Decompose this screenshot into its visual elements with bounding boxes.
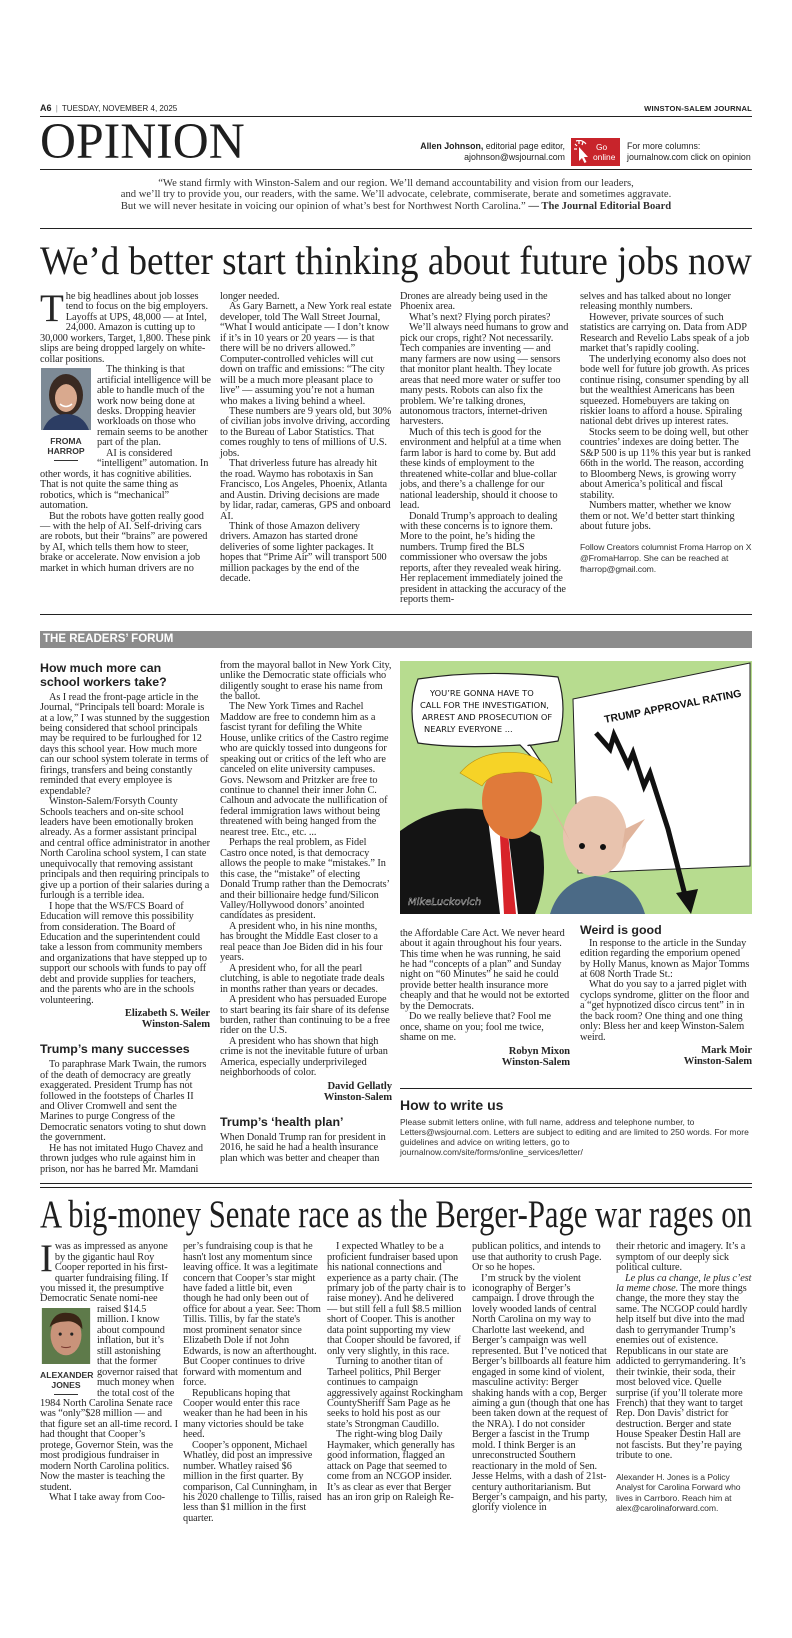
paragraph-list: [220, 661, 392, 1079]
article-column-1: [40, 1237, 178, 1504]
paragraph: their rhetoric and imagery. It’s a symptom of our deeply sick political culture.: [616, 1241, 746, 1274]
cartoonist-signature: MikeLuckovich: [408, 896, 482, 908]
paragraph: A president who has shown that high crime is not the inevitable future of urban America, especially underprivileged neighborhoods of color.: [220, 1035, 388, 1079]
masthead-bottom-rule: [40, 169, 752, 170]
paragraph: A president who, for all the pearl clutching, is able to negotiate trade deals in months rather than years or decades.: [220, 962, 385, 995]
issue-date: TUESDAY, NOVEMBER 4, 2025: [61, 104, 178, 113]
speech-line: YOU’RE GONNA HAVE TO: [430, 687, 534, 698]
paragraph: As Gary Barnett, a New York real estate developer, told The Wall Street Journal, “What I would anticipate — I don’t know if it’s in 10 years or 20 years — is that there will be no drivers allowed.” Computer-controlled vehicles will cut down on traffic and emissions: “The city will be a much more pleasant place to live” — assuming you’re not a human who makes a living behind a wheel.: [220, 301, 392, 407]
more-columns-link[interactable]: journalnow.com click on opinion: [627, 152, 751, 162]
columnist-mug: [40, 1308, 92, 1395]
letter-author: Robyn Mixon: [508, 1045, 570, 1057]
columnist-last-name: JONES: [51, 1379, 81, 1390]
paragraph: What do you say to a jarred piglet with cyclops syndrome, glitter on the floor and a “get hypnotized disco circus tent” in in the back room? One thing and one thing only: Bless her and keep Winston-Salem weird.: [580, 979, 750, 1043]
section-rule: [40, 614, 752, 615]
article-lead: [40, 287, 212, 365]
article-column-4: [472, 1242, 611, 1514]
mission-attribution: — The Journal Editorial Board: [528, 200, 672, 212]
paragraph-list: [400, 929, 570, 1044]
article-headline: We’d better start thinking about future jobs now: [40, 238, 752, 283]
columnist-first-name: ALEXANDER: [40, 1369, 94, 1380]
paragraph: In response to the article in the Sunday edition regarding the emporium opened by Holly Manus, known as Major Tomms at 608 North Trade St.:: [580, 937, 750, 980]
paragraph-list: [400, 292, 570, 606]
paragraph: Cooper’s opponent, Michael Whatley, did post an impressive number. Whatley raised $6 million in the first quarter. By comparison, Cal Cunningham, in his 2020 challenge to Tillis, raised less than $1 million in the first quarter.: [183, 1439, 322, 1524]
letter-author: David Gellatly: [327, 1080, 392, 1092]
paragraph: I’m struck by the violent iconography of Berger’s campaign. I drove through the lovely wooded lands of central North Carolina on my way to Charlotte last weekend, and Berger’s campaign was well represented. But I’ve noticed that Berger’s billboards all feature him engaged in some kind of violent, masculine activity: Berger shaking hands with a cop, Berger aiming a gun (though that one has been taken down at the request of the NRA). I do not consider Berger a fascist in the Trump mold. I think Berger is an unreconstructed Southern reactionary in the mold of Sen. Jesse Helms, with a dash of 21st-century authoritarianism. But Berger’s campaign, and his party, glorify violence in: [472, 1272, 611, 1514]
mission-line: “We stand firmly with Winston-Salem and our region. We’ll demand accountability and vision from our leaders,: [158, 178, 634, 189]
paragraph: longer needed.: [220, 291, 280, 302]
forum-column-2: [220, 661, 392, 1164]
editor-email[interactable]: ajohnson@wsjournal.com: [464, 152, 565, 162]
paragraph: He has not imitated Hugo Chavez and thrown judges who rule against him in prison, nor has he barred Mr. Mamdani: [40, 1142, 203, 1175]
article-column-4: [580, 292, 752, 574]
section-title: OPINION: [40, 114, 245, 170]
double-rule-bottom: [40, 1187, 752, 1188]
paragraph: These numbers are 9 years old, but 30% of civilian jobs involve driving, according to the Bureau of Labor Statistics. That comes roughly to tens of millions of U.S. jobs.: [220, 405, 392, 459]
letter-city: Winston-Salem: [323, 1091, 392, 1103]
article-column-5: [616, 1242, 754, 1514]
paragraph: Donald Trump’s approach to dealing with these concerns is to ignore them. More to the point, he’s hiding the numbers. Trump fired the BLS commissioner who oversaw the jobs reports, after they revealed weak hiring. Her replacement immediately joined the president in attacking the accuracy of the reports them-: [400, 510, 566, 606]
page-number: A6: [40, 103, 52, 113]
article-column-3: [400, 292, 570, 606]
article-lead: [40, 1237, 178, 1493]
article-column-3: [327, 1242, 466, 1503]
article-column-2: [220, 292, 392, 585]
paragraph: Perhaps the real problem, as Fidel Castro once noted, is that democracy allows the people to make “mistakes.” In this case, the “mistake” of electing Donald Trump rather than the Democrats’ and their billionaire hedge fund/Silicon Valley/Hollywood donors’ anointed candidates as president.: [220, 837, 390, 922]
mission-statement: [40, 178, 752, 212]
letter-signature: [220, 1081, 392, 1103]
forum-column-3: [400, 929, 570, 1068]
letter-headline: How much more can school workers take?: [40, 660, 167, 689]
paragraph: selves and has talked about no longer releasing monthly numbers.: [580, 291, 731, 313]
go-online-button[interactable]: [571, 138, 620, 166]
paragraph: Turning to another titan of Tarheel politics, Phil Berger continues to campaign aggressively against Rockingham CountySheriff Sam Page as he seeks to hold his post as our state’s Strongman Caudillo.: [327, 1356, 463, 1430]
write-us-rule: [400, 1088, 752, 1089]
columnist-first-name: FROMA: [50, 436, 82, 447]
letter-headline: Weird is good: [580, 922, 662, 937]
paragraph: To paraphrase Mark Twain, the rumors of the death of democracy are greatly exaggerated. President Trump has not followed in the footsteps of Charles II and Oliver Cromwell and sent the Marines to purge Congress of the Democratic senators voting to shut down the government.: [40, 1059, 207, 1144]
letter-signature: [400, 1046, 570, 1068]
paragraph: the Affordable Care Act. We never heard about it again throughout his four years. This time when he was running, he said he had “concepts of a plan” and Sunday night on “60 Minutes” he said he could provide better health insurance more cheaply and that he would not be extorted by the Democrats.: [400, 927, 570, 1012]
columnist-last-name: HARROP: [47, 446, 85, 457]
write-us-box: [400, 1097, 752, 1158]
lead-text: nee raised $14.5 million. I know about compound inflation, but it’s still astonishing that the former governor raised that much money when the total cost of the 1984 North Carolina Senate race was “only”$28 million — and that figure set an all-time record. I had thought that Cooper’s protege, Governor Stein, was the most prodigious fundraiser in modern North Carolina politics. Now the master is teaching the student.: [40, 1293, 178, 1493]
columnist-photo: [41, 1308, 91, 1364]
chart-label: TRUMP APPROVAL RATING: [603, 687, 743, 726]
paragraph: However, private sources of such statistics are carrying on. Data from ADP Research and Revelio Labs speak of a job market that’s rapidly cooling.: [580, 311, 750, 355]
paragraph: Do we really believe that? Fool me once, shame on you; fool me twice, shame on me.: [400, 1011, 551, 1044]
editorial-cartoon: [400, 661, 752, 914]
mission-rule: [40, 228, 752, 229]
paragraph-list: [580, 292, 752, 532]
paragraph: Stocks seem to be doing well, but other countries’ indexes are doing better. The S&P 500 is up 11% this year but is ranked 66th in the world. The reason, according to Bloomberg News, is growing worry about America’s political and fiscal stability.: [580, 426, 751, 501]
columnist-mug: [40, 368, 92, 461]
paragraph: But the robots have gotten really good — with the help of AI. Self-driving cars are robots, but their “brains” are powered by AI, which tells them how to steer, brake or accelerate. Now envision a job market in which human drivers are no: [40, 510, 208, 574]
paragraph: The New York Times and Rachel Maddow are free to condemn him as a fascist tyrant for defiling the White House, unlike critics of the Castro regime who are quickly tossed into dungeons for speaking out or critics of the left who are canceled on elite university campuses. Govs. Newsom and Pritzker are free to continue to channel their inner John C. Calhoun and advocate the nullification of federal immigration laws without being threatened with being hanged from the nearest tree. Etc., etc. ...: [220, 701, 389, 838]
forum-banner: [40, 631, 752, 648]
drop-cap: I: [40, 1237, 53, 1281]
paragraph: The right-wing blog Daily Haymaker, which generally has good information, flagged an attack on Page that seemed to come from an NCGOP insider. It’s as clear as ever that Berger has an iron grip on Raleigh Re-: [327, 1429, 455, 1504]
letter-school-workers: [40, 661, 210, 1031]
paragraph-list: [472, 1242, 611, 1514]
paragraph-list: [580, 939, 752, 1044]
paragraph-list: [220, 292, 392, 585]
paragraph: Think of those Amazon delivery drivers. Amazon has started drone deliveries of some lighter packages. It hopes that “Prime Air” will transport 500 million packages by the end of the decade.: [220, 520, 387, 585]
mug-rule: [54, 1394, 78, 1395]
columnist-photo: [41, 368, 91, 430]
more-columns-label: For more columns:: [627, 141, 701, 151]
editor-contact: [400, 141, 565, 163]
paragraph: per’s fundraising coup is that he hasn't lost any momentum since leaving office. It was a legitimate concern that Cooper’s star might have faded a little bit, even though he had only been out of office for about a year. See: Thom Tillis. Tillis, by far the state's most prominent senator since Elizabeth Dole if not John Edwards, is now an afterthought. But Cooper continues to drive forward with momentum and force.: [183, 1241, 321, 1389]
letter-author: Mark Moir: [701, 1045, 752, 1057]
cursor-click-icon: [573, 140, 593, 164]
more-columns: [627, 141, 751, 163]
speech-line: NEARLY EVERYONE ...: [424, 723, 513, 734]
forum-column-1: [40, 661, 210, 1176]
letter-city: Winston-Salem: [141, 1019, 210, 1031]
letter-author: Elizabeth S. Weiler: [124, 1008, 210, 1020]
french-phrase: Le plus ca change, le plus c’est la meme chose.: [616, 1272, 752, 1294]
article-column-1: [40, 287, 212, 574]
paragraph: We’ll always need humans to grow and pick our crops, right? Not necessarily. Tech companies are inventing — and many farmers are now using — sensors that monitor plant health. They locate areas that need more water or suffer too many pests. Robots can also fix the problem. We’re talking drones, autonomous tractors, internet-driven harvesters.: [400, 322, 569, 428]
lead-text: he big headlines about job losses tend to focus on the big employers. Layoffs at UPS, 48,000 — at Intel, 24,000. Amazon is cutting up to 30,000 workers, Target, 1,800. These pink slips are being dropped largely on white-collar positions.: [40, 291, 211, 365]
mission-line: But we will never hesitate in voicing our opinion of what’s best for Northwest North Carolina.”: [120, 200, 526, 212]
paragraph: That driverless future has already hit the road. Waymo has robotaxis in San Francisco, Los Angeles, Phoenix, Atlanta and Austin. Driving decisions are made by lidar, radar, cameras, GPS and onboard AI.: [220, 458, 391, 522]
paragraph: I expected Whatley to be a proficient fundraiser based upon his national connections and experience as a party chair. (The primary job of the party chair is to raise money). And he delivered — but still fell a full $8.5 million short of Cooper. This is another data point supporting my view that Cooper should be favored, if only very slightly, in this race.: [327, 1241, 466, 1357]
write-us-text: Please submit letters online, with full name, address and telephone number, to Letters@wsjournal.com. Letters are subject to editing and are limited to 250 words. For more guidelines and advice on writing letters, go to journalnow.com/site/forms/online_services/letter/: [400, 1116, 749, 1158]
paragraph: Republicans hoping that Cooper would enter this race weaker than he had been in his many victories should be take heed.: [183, 1387, 308, 1441]
paragraph: publican politics, and intends to use that authority to crush Page. Or so he hopes.: [472, 1241, 602, 1274]
double-rule-top: [40, 1183, 752, 1184]
mug-rule: [54, 460, 78, 461]
paragraph: AI is considered “intelligent” automation. In other words, it has cognitive abilities. That is not quite the same thing as robotics, which is “mechanical” automation.: [40, 447, 209, 512]
speech-line: ARREST AND PROSECUTION OF: [422, 711, 553, 722]
letter-signature: [580, 1045, 752, 1067]
paragraph-list: [40, 1060, 210, 1175]
author-tagline: Follow Creators columnist Froma Harrop on X @FromaHarrop. She can be reached at fharrop@gmail.com.: [580, 542, 752, 574]
letter-headline: Trump’s many successes: [40, 1042, 190, 1057]
drop-cap: T: [40, 287, 64, 330]
paragraph: Numbers matter, whether we know them or not. We’d better start thinking about future jobs.: [580, 500, 735, 532]
go-online-label-2: online: [593, 152, 616, 162]
forum-column-4: [580, 923, 752, 1068]
aide-head: [563, 796, 627, 876]
paragraph: What’s next? Flying porch pirates?: [409, 311, 551, 323]
lead-text: was as impressed as anyone by the gigantic haul Roy Cooper reported in his first-quarter fundraising filing. If you missed it, the presumptive Democratic Senate nomi-: [40, 1241, 169, 1305]
paragraph-list: [220, 1133, 392, 1164]
paragraph-list: [40, 693, 210, 1007]
paragraph: As I read the front-page article in the Journal, “Principals tell board: Morale is at a low,” I was stunned by the suggestion being considered that school principals may be required to be furloughed for 12 days this school year. How much more can our school system tolerate in terms of firings, transfers and being constantly reminded that every employee is expendable?: [40, 691, 210, 797]
letter-headline: Trump’s ‘health plan’: [220, 1114, 344, 1129]
paragraph: Drones are already being used in the Phoenix area.: [400, 291, 548, 313]
go-online-label-1: Go: [596, 142, 608, 152]
paragraph: What I take away from Coo-: [49, 1492, 166, 1504]
paragraph-list: [327, 1242, 466, 1503]
paragraph: The underlying economy also does not bode well for future job growth. As prices continue rising, consumer spending by all but the wealthiest Americans has been squeezed. Homebuyers are taking on riskier loans to afford a house. Spiraling national debt drives up interest rates.: [580, 353, 750, 428]
article-column-2: [183, 1242, 322, 1524]
paragraph: A president who has persuaded Europe to start bearing its fair share of its defense burden, rather than continuing to be a free rider on the U.S.: [220, 994, 390, 1037]
mission-line: and we’ll try to provide you, our readers, with the same. We’ll advocate, celebrate, commiserate, berate and sometimes aggravate.: [120, 189, 672, 201]
folio-divider: |: [55, 104, 58, 113]
paragraph: from the mayoral ballot in New York City, unlike the Democratic state officials who diligently sought to erase his name from the ballot.: [220, 659, 392, 702]
paragraph: A president who, in his nine months, has brought the Middle East closer to a real peace than Joe Biden did in his four years.: [220, 920, 383, 964]
paragraph: When Donald Trump ran for president in 2016, he said he had a health insurance plan which was better and cheaper than: [220, 1131, 386, 1164]
letter-city: Winston-Salem: [501, 1056, 570, 1068]
paragraph-text: The more things change, the more they stay the same. The NCGOP could hardly help itself but dive into the mad dash to gerrymander Trump’s enemies out of existence. Republicans in our state are addicted to gerrymandering. It’s their twinkie, their soda, their most beloved vice. Quelle surprise (if you’ll tolerate more French) that they want to target Rep. Don Davis’ district for destruction. Berger and state House Speaker Destin Hall are not fascists. But they’re paying tribute to one.: [616, 1282, 748, 1462]
author-tagline: Alexander H. Jones is a Policy Analyst for Carolina Forward who lives in Carrboro. Reach him at alex@carolinaforward.com.: [616, 1471, 741, 1514]
editor-title: editorial page editor,: [485, 141, 565, 151]
paragraph-list: [183, 1242, 322, 1524]
paragraph: I hope that the WS/FCS Board of Education will remove this possibility from consideration. The Board of Education and the superintendent could take a lesson from community members and organizations that have stepped up to support our schools with funds to pay off debt and provide supplies for teachers, and the parents who are in the schools volunteering.: [40, 900, 207, 1006]
article-headline: A big-money Senate race as the Berger-Page war rages on: [40, 1193, 752, 1237]
speech-line: CALL FOR THE INVESTIGATION,: [420, 699, 549, 710]
editor-name: Allen Johnson,: [420, 141, 484, 151]
forum-banner-title: THE READERS’ FORUM: [43, 632, 174, 645]
paragraph: Winston-Salem/Forsyth County Schools teachers and on-site school leaders have been emotionally broken already. As a former assistant principal and central office administrator in another North Carolina school system, I can state unequivocally that removing assistant principals and then requiring principals to give up a portion of their salaries during a furlough is a terrible idea.: [40, 796, 210, 902]
letter-city: Winston-Salem: [683, 1056, 752, 1068]
folio: [40, 103, 177, 113]
paragraph: The thinking is that artificial intelligence will be able to handle much of the work now being done at desks. Dropping heavier workloads on those who remain seems to be another part of the plan.: [97, 364, 211, 449]
paragraph: [616, 1274, 754, 1462]
letter-signature: [40, 1008, 210, 1030]
paragraph-list: [40, 1493, 178, 1503]
paragraph: Much of this tech is good for the environment and helpful at a time when farm labor is hard to come by. But add these kinds of employment to the threatened white-collar and blue-collar jobs, and there’s a challenge for our national leadership, should it choose to lead.: [400, 426, 562, 512]
paper-name: WINSTON-SALEM JOURNAL: [644, 104, 752, 113]
write-us-headline: How to write us: [400, 1096, 504, 1113]
